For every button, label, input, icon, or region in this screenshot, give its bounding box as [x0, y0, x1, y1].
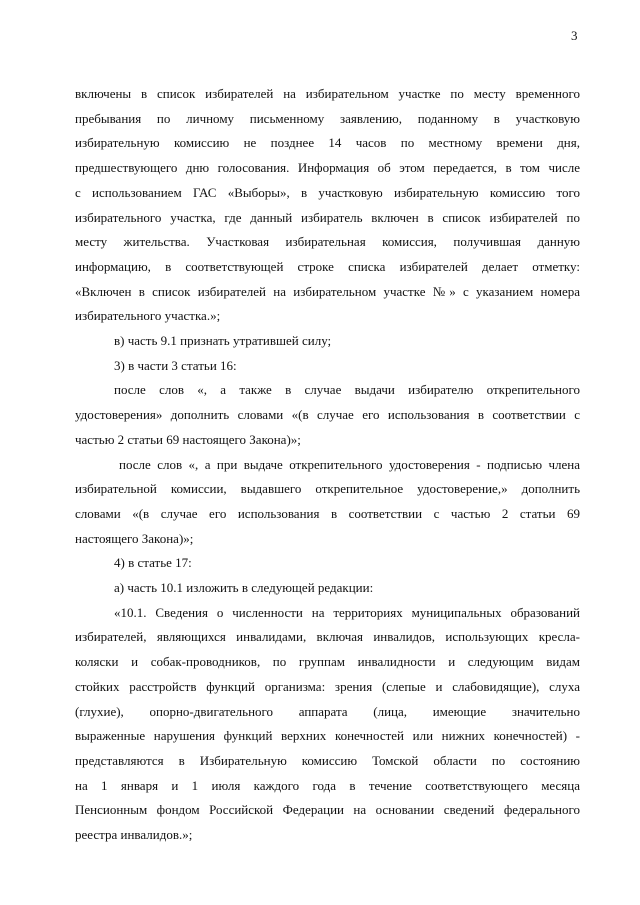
text-line: избирательной комиссии, выдавшего открепительное удостоверение,» дополнить	[75, 481, 580, 496]
text-line: 4) в статье 17:	[114, 555, 192, 570]
text-line: «10.1. Сведения о численности на территориях муниципальных образований	[114, 605, 580, 620]
text-line: выраженные нарушения функций верхних конечностей или нижних конечностей) -	[75, 728, 580, 743]
text-line: стойких расстройств функций организма: зрения (слепые и слабовидящие), слуха	[75, 679, 580, 694]
text-line: удостоверения» дополнить словами «(в случае его использования в соответствии с	[75, 407, 580, 422]
text-line: включены в список избирателей на избирательном участке по месту временного	[75, 86, 580, 101]
text-line: с использованием ГАС «Выборы», в участковую избирательную комиссию того	[75, 185, 580, 200]
text-line: Пенсионным фондом Российской Федерации на основании сведений федерального	[75, 802, 580, 817]
text-line: пребывания по личному письменному заявлению, поданному в участковую	[75, 111, 580, 126]
text-line: а) часть 10.1 изложить в следующей редакции:	[114, 580, 374, 595]
text-line: избирательного участка.»;	[75, 308, 221, 323]
text-line: 3) в части 3 статьи 16:	[114, 358, 237, 373]
text-line: (глухие), опорно-двигательного аппарата (лица, имеющие значительно	[75, 704, 580, 719]
text-line: избирательного участка, где данный избиратель включен в список избирателей по	[75, 210, 580, 225]
text-line: коляски и собак-проводников, по группам инвалидности и следующим видам	[75, 654, 580, 669]
page-number: 3	[571, 28, 578, 43]
text-line: после слов «, а при выдаче открепительного удостоверения - подписью члена	[119, 457, 580, 472]
text-line: предшествующего дню голосования. Информация об этом передается, в том числе	[75, 160, 580, 175]
text-line: реестра инвалидов.»;	[75, 827, 193, 842]
text-line: на 1 января и 1 июля каждого года в течение соответствующего месяца	[75, 778, 580, 793]
text-line: избирательную комиссию не позднее 14 часов по местному времени дня,	[75, 135, 580, 150]
text-line: представляются в Избирательную комиссию Томской области по состоянию	[75, 753, 580, 768]
text-line: словами «(в случае его использования в соответствии с частью 2 статьи 69	[75, 506, 580, 521]
text-line: месту жительства. Участковая избирательная комиссия, получившая данную	[75, 234, 580, 249]
text-line: настоящего Закона)»;	[75, 531, 194, 546]
text-line: в) часть 9.1 признать утратившей силу;	[114, 333, 332, 348]
text-line: «Включен в список избирателей на избирательном участке №» с указанием номера	[75, 284, 580, 299]
text-line: частью 2 статьи 69 настоящего Закона)»;	[75, 432, 301, 447]
text-line: после слов «, а также в случае выдачи избирателю открепительного	[114, 382, 580, 397]
text-line: информацию, в соответствующей строке списка избирателей делает отметку:	[75, 259, 580, 274]
text-line: избирателей, являющихся инвалидами, включая инвалидов, использующих кресла-	[75, 629, 580, 644]
